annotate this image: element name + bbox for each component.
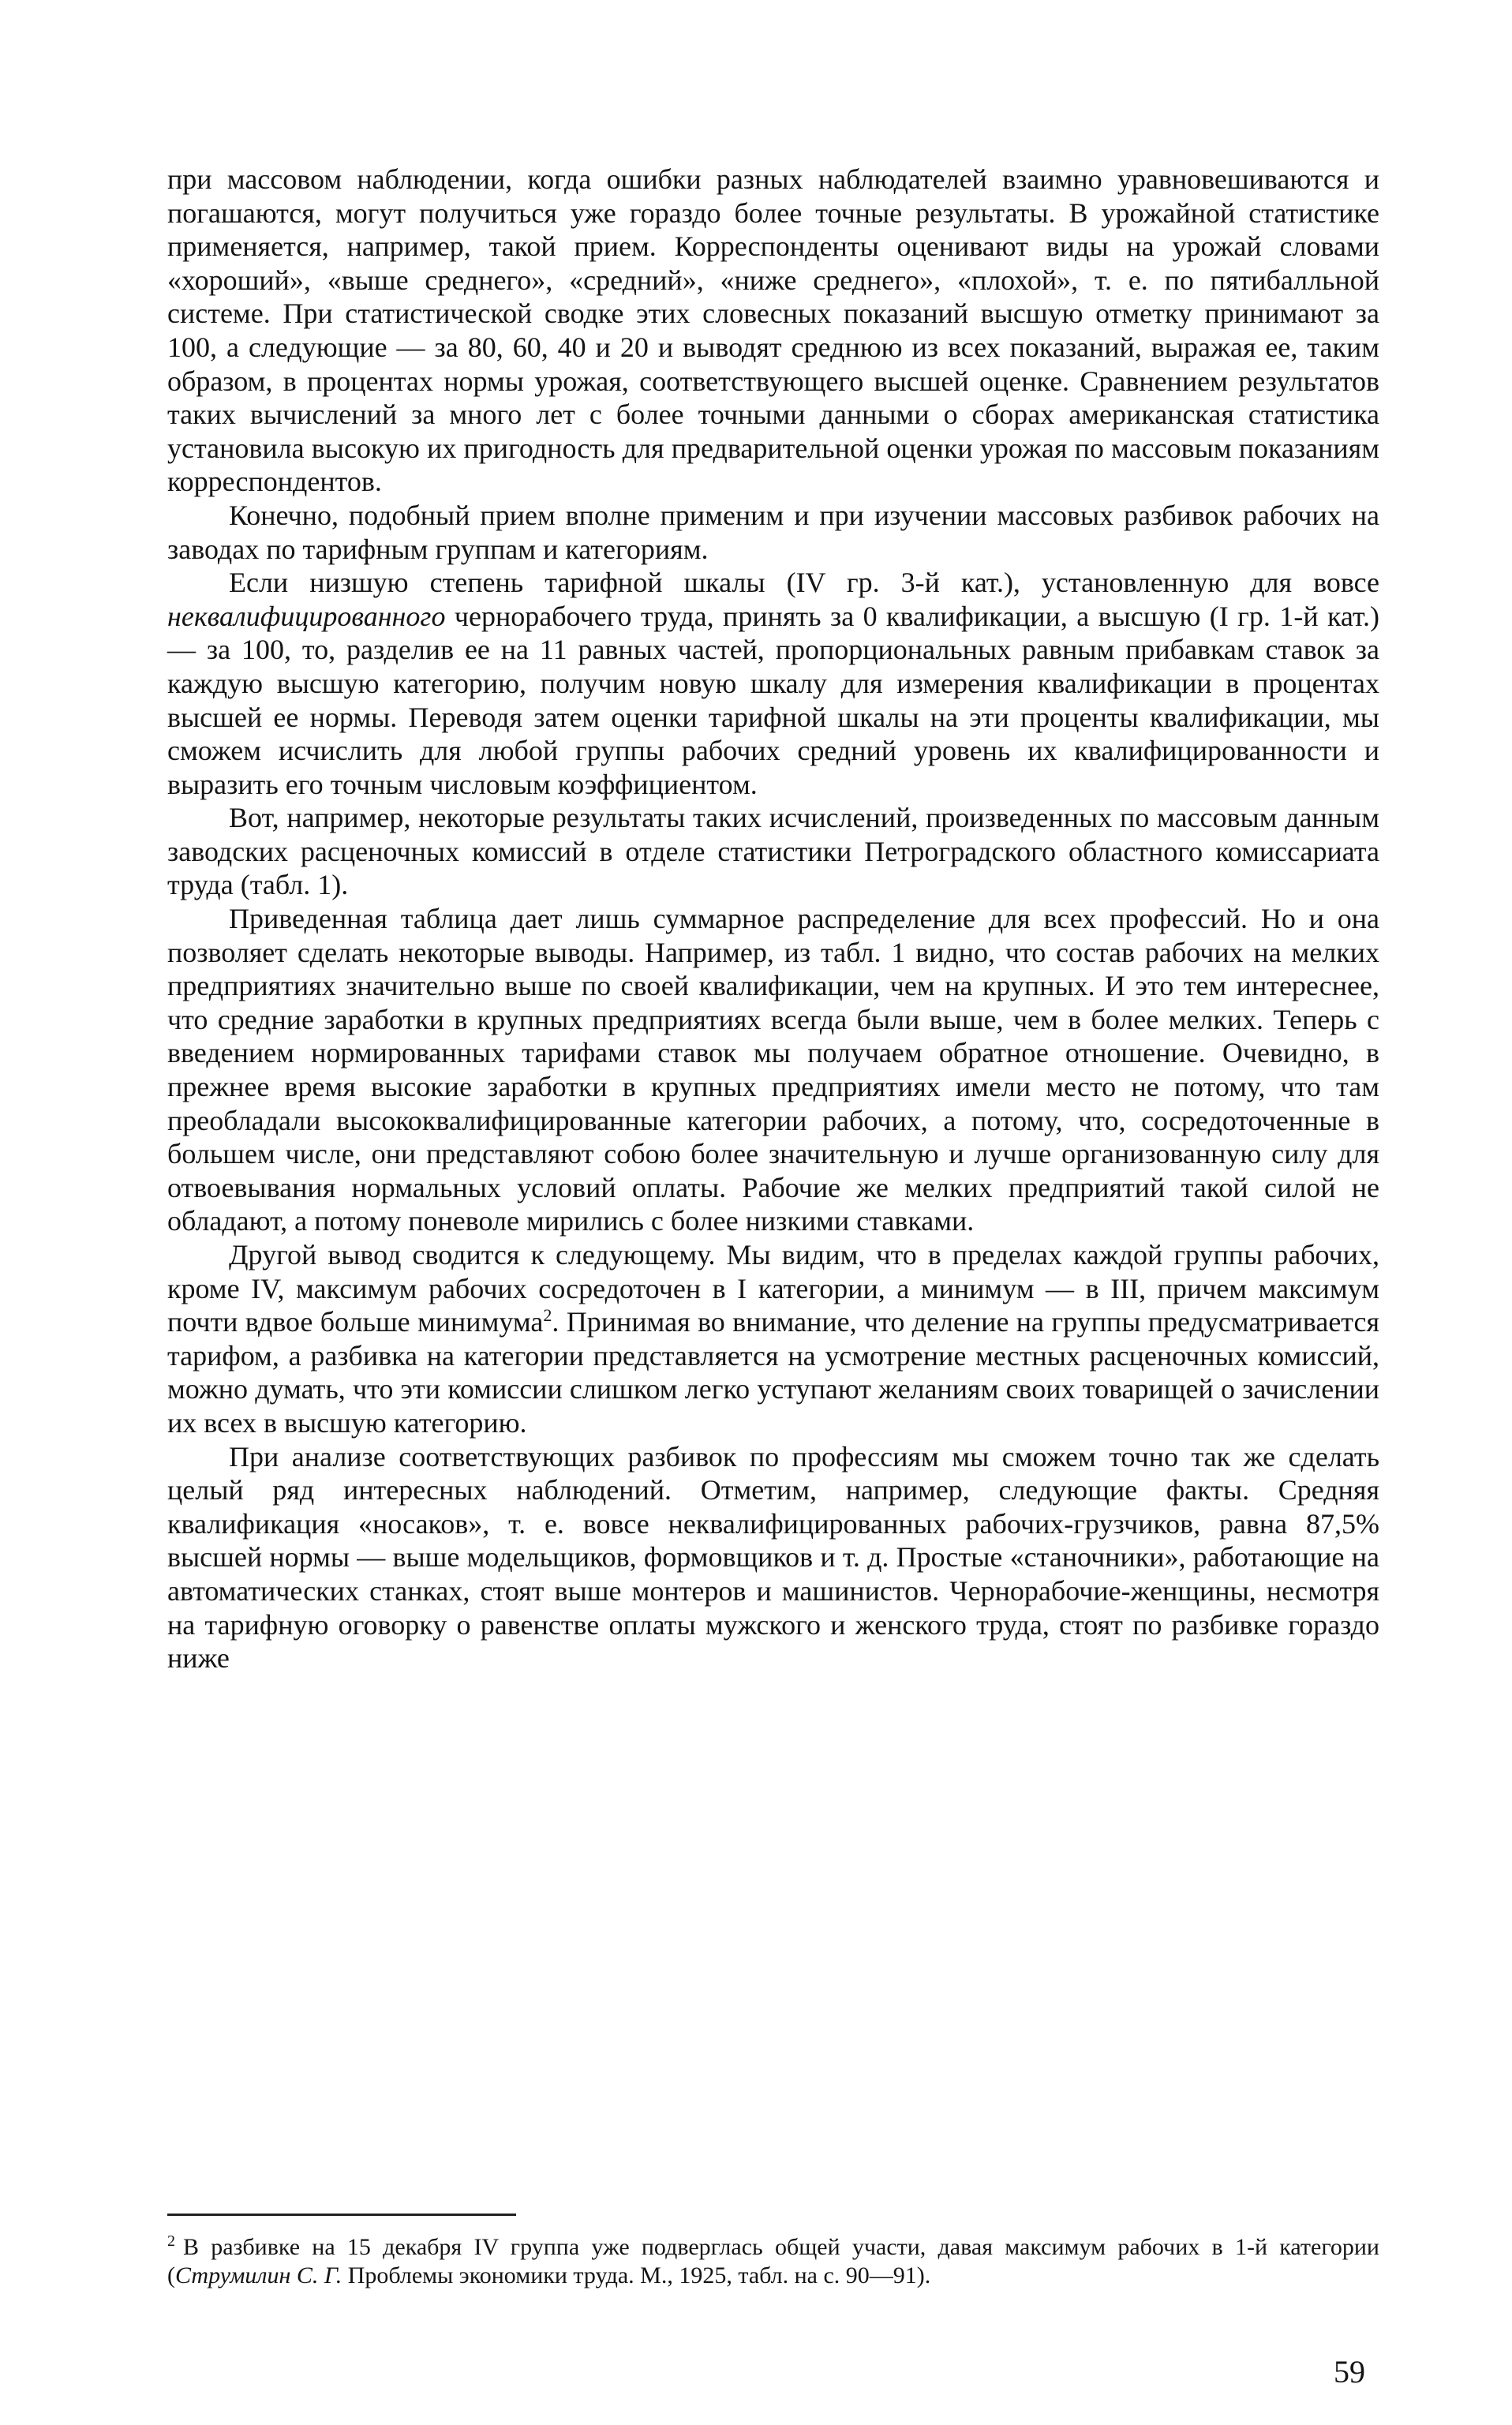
paragraph-3 [167, 566, 1379, 801]
footnote [167, 2233, 1379, 2290]
paragraph-5: Приведенная таблица дает лишь суммарное распределение для всех профессий. Но и она позволяет сделать некоторые выводы. Например, из табл. 1 видно, что состав рабочих на мелких предприятиях значительно выше по своей квалификации, чем на крупных. И это тем интереснее, что средние заработки в крупных предприятиях всегда были выше, чем в более мелких. Теперь с введением нормированных тарифами ставок мы получаем обратное отношение. Очевидно, в прежнее время высокие заработки в крупных предприятиях имели место не потому, что там преобладали высококвалифицированные категории рабочих, а потому, что, сосредоточенные в большем числе, они представляют собою более значительную и лучше организованную силу для отвоевывания нормальных условий оплаты. Рабочие же мелких предприятий такой силой не обладают, а потому поневоле мирились с более низкими ставками. [167, 903, 1379, 1237]
footnote-text-part-2: Проблемы экономики труда. М., 1925, табл. на с. 90—91). [342, 2262, 931, 2288]
paragraph-6-part-1: Другой вывод сводится к следующему. Мы видим, что в пределах каждой группы рабочих, кроме IV, максимум рабочих сосредоточен в I категории, а минимум — в III, причем максимум почти вдвое больше минимума [167, 1239, 1379, 1338]
footnote-text-part-1: В разбивке на 15 декабря IV группа уже подверглась общей участи, давая максимум рабочих в 1-й категории ( [167, 2234, 1379, 2288]
footnote-author: Струмилин С. Г. [175, 2262, 342, 2288]
paragraph-6-part-2: . Принимая во внимание, что деление на группы предусматривается тарифом, а разбивка на категории представляется на усмотрение местных расценочных комиссий, можно думать, что эти комиссии слишком легко уступают желаниям своих товарищей о зачислении их всех в высшую категорию. [167, 1306, 1380, 1439]
paragraph-3-part-1: Если низшую степень тарифной шкалы (IV гр. 3-й кат.), установленную для вовсе [229, 567, 1379, 599]
footnote-reference: 2 [543, 1305, 552, 1326]
paragraph-2: Конечно, подобный прием вполне применим и при изучении массовых разбивок рабочих на заводах по тарифным группам и категориям. [167, 499, 1379, 565]
paragraph-3-italic-term: неквалифицированного [167, 600, 446, 632]
paragraph-3-part-2: чернорабочего труда, принять за 0 квалификации, а высшую (I гр. 1-й кат.) — за 100, то, разделив ее на 11 равных частей, пропорциональных равным прибавкам ставок за каждую высшую категорию, получим новую шкалу для измерения квалификации в процентах высшей ее нормы. Переводя затем оценки тарифной шкалы на эти проценты квалификации, мы сможем исчислить для любой группы рабочих средний уровень их квалифицированности и выразить его точным числовым коэффициентом. [167, 600, 1379, 800]
paragraph-4: Вот, например, некоторые результаты таких исчислений, произведенных по массовым данным заводских расценочных комиссий в отделе статистики Петроградского областного комиссариата труда (табл. 1). [167, 802, 1379, 901]
paragraph-7: При анализе соответствующих разбивок по профессиям мы сможем точно так же сделать целый ряд интересных наблюдений. Отметим, например, следующие факты. Средняя квалификация «носаков», т. е. вовсе неквалифицированных рабочих-грузчиков, равна 87,5% высшей нормы — выше модельщиков, формовщиков и т. д. Простые «станочники», работающие на автоматических станках, стоят выше монтеров и машинистов. Чернорабочие-женщины, несмотря на тарифную оговорку о равенстве оплаты мужского и женского труда, стоят по разбивке гораздо ниже [167, 1440, 1379, 1675]
body-text [167, 163, 1379, 1675]
paragraph-1: при массовом наблюдении, когда ошибки разных наблюдателей взаимно уравновешиваются и погашаются, могут получиться уже гораздо более точные результаты. В урожайной статистике применяется, например, такой прием. Корреспонденты оценивают виды на урожай словами «хороший», «выше среднего», «средний», «ниже среднего», «плохой», т. е. по пятибалльной системе. При статистической сводке этих словесных показаний высшую отметку принимают за 100, а следующие — за 80, 60, 40 и 20 и выводят среднюю из всех показаний, выражая ее, таким образом, в процентах нормы урожая, соответствующего высшей оценке. Сравнением результатов таких вычислений за много лет с более точными данными о сборах американская статистика установила высокую их пригодность для предварительной оценки урожая по массовым показаниям корреспондентов. [167, 163, 1379, 498]
paragraph-6 [167, 1238, 1379, 1440]
footnote-divider [167, 2214, 516, 2216]
footnote-mark: 2 [167, 2232, 175, 2250]
page-number: 59 [1334, 2354, 1365, 2389]
